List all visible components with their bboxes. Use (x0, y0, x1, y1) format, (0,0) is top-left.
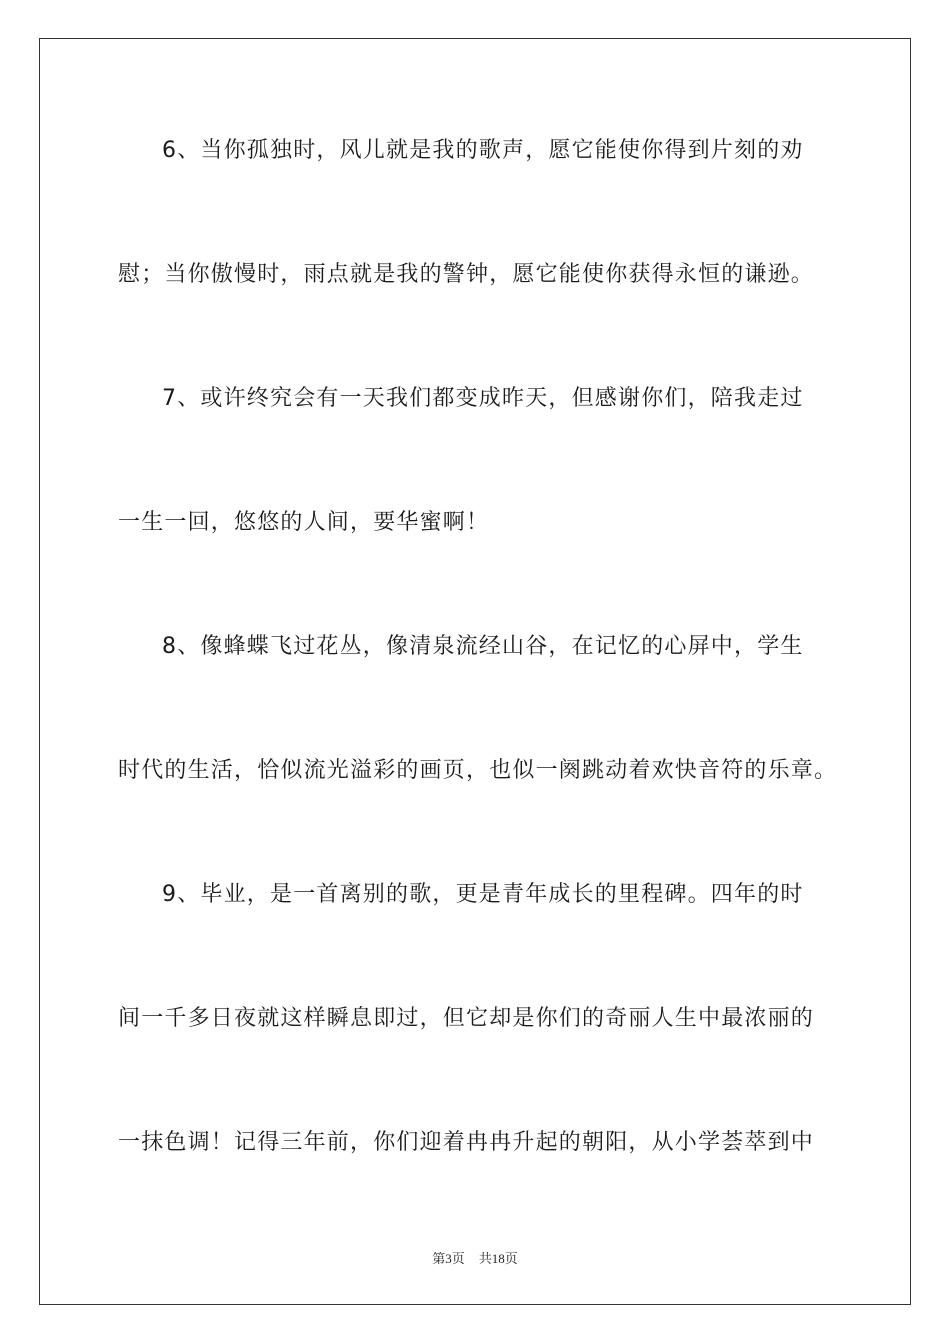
paragraph-8-line-1: 8、像蜂蝶飞过花丛，像清泉流经山谷，在记忆的心屏中，学生 (162, 634, 804, 659)
paragraph-9-line-2: 间一千多日夜就这样瞬息即过，但它却是你们的奇丽人生中最浓丽的 (118, 1006, 815, 1031)
paragraph-6-line-1: 6、当你孤独时，风儿就是我的歌声，愿它能使你得到片刻的劝 (162, 138, 804, 163)
page-footer (0, 1248, 950, 1267)
paragraph-9-line-3: 一抹色调！记得三年前，你们迎着冉冉升起的朝阳，从小学荟萃到中 (118, 1130, 815, 1155)
paragraph-6-line-2: 慰；当你傲慢时，雨点就是我的警钟，愿它能使你获得永恒的谦逊。 (118, 262, 815, 287)
page-border (39, 38, 911, 1305)
paragraph-8-line-2: 时代的生活，恰似流光溢彩的画页，也似一阕跳动着欢快音符的乐章。 (118, 758, 838, 783)
paragraph-7-line-1: 7、或许终究会有一天我们都变成昨天，但感谢你们，陪我走过 (162, 386, 804, 411)
paragraph-9-line-1: 9、毕业，是一首离别的歌，更是青年成长的里程碑。四年的时 (162, 882, 804, 907)
page-total: 共18页 (478, 1251, 518, 1266)
paragraph-7-line-2: 一生一回，悠悠的人间，要华蜜啊！ (118, 510, 490, 535)
page-number: 第3页 (432, 1251, 465, 1266)
